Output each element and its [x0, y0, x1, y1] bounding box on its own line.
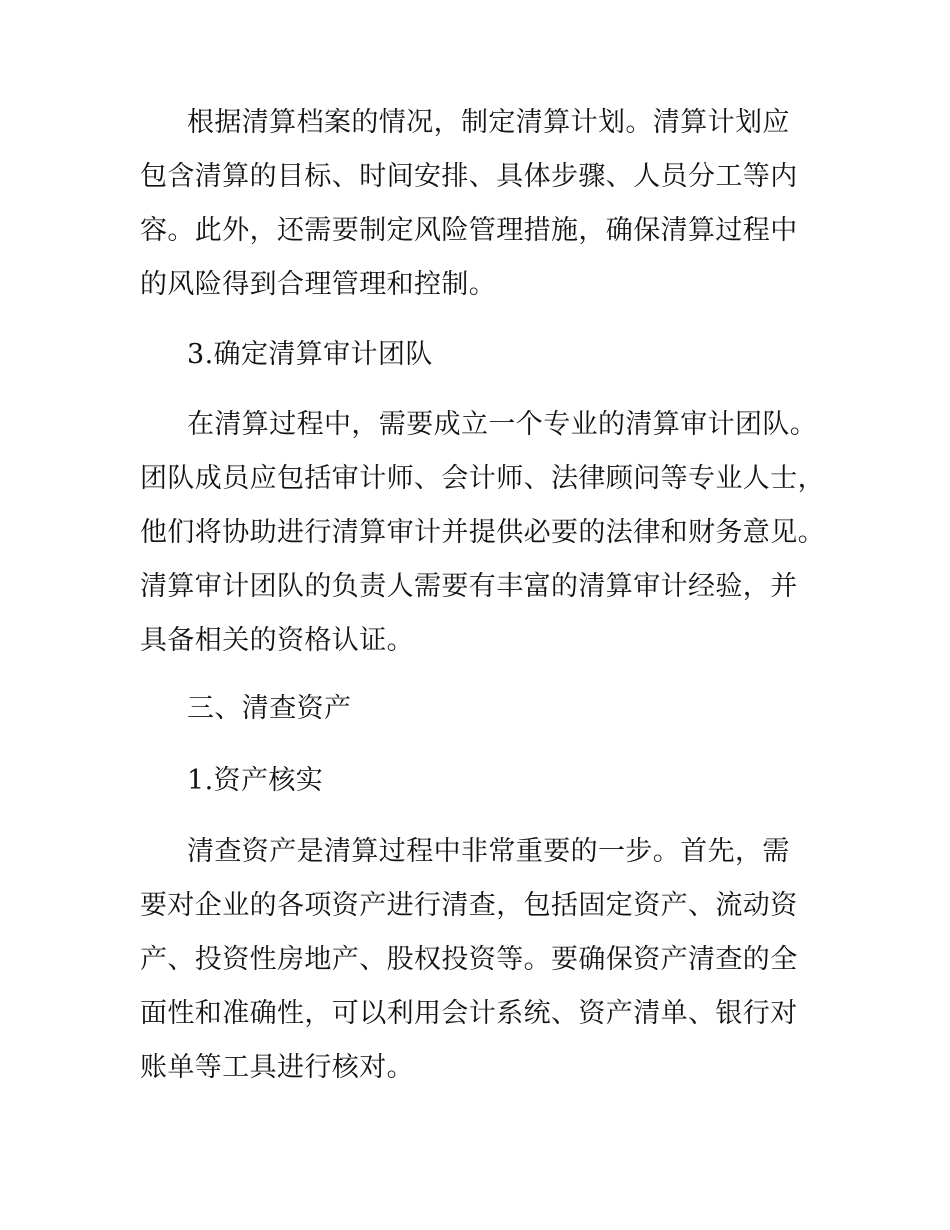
paragraph-line: 容。此外，还需要制定风险管理措施，确保清算过程中 — [140, 215, 798, 246]
paragraph-line: 产、投资性房地产、股权投资等。要确保资产清查的全 — [140, 944, 798, 975]
paragraph-line: 团队成员应包括审计师、会计师、法律顾问等专业人士， — [140, 463, 825, 494]
paragraph-line: 面性和准确性，可以利用会计系统、资产清单、银行对 — [140, 998, 798, 1029]
paragraph-line: 的风险得到合理管理和控制。 — [140, 269, 497, 300]
section-heading: 3.确定清算审计团队 — [187, 339, 433, 370]
paragraph-line: 要对企业的各项资产进行清查，包括固定资产、流动资 — [140, 890, 798, 921]
paragraph-line: 根据清算档案的情况，制定清算计划。清算计划应 — [187, 107, 790, 138]
paragraph-line: 清查资产是清算过程中非常重要的一步。首先，需 — [187, 836, 790, 867]
paragraph-line: 清算审计团队的负责人需要有丰富的清算审计经验，并 — [140, 571, 798, 602]
paragraph-line: 账单等工具进行核对。 — [140, 1052, 414, 1083]
paragraph-line: 具备相关的资格认证。 — [140, 625, 414, 656]
paragraph-line: 他们将协助进行清算审计并提供必要的法律和财务意见。 — [140, 517, 825, 548]
paragraph-line: 包含清算的目标、时间安排、具体步骤、人员分工等内 — [140, 161, 798, 192]
paragraph-line: 在清算过程中，需要成立一个专业的清算审计团队。 — [187, 409, 818, 440]
chapter-heading: 三、清查资产 — [187, 693, 352, 724]
section-heading: 1.资产核实 — [187, 765, 324, 796]
